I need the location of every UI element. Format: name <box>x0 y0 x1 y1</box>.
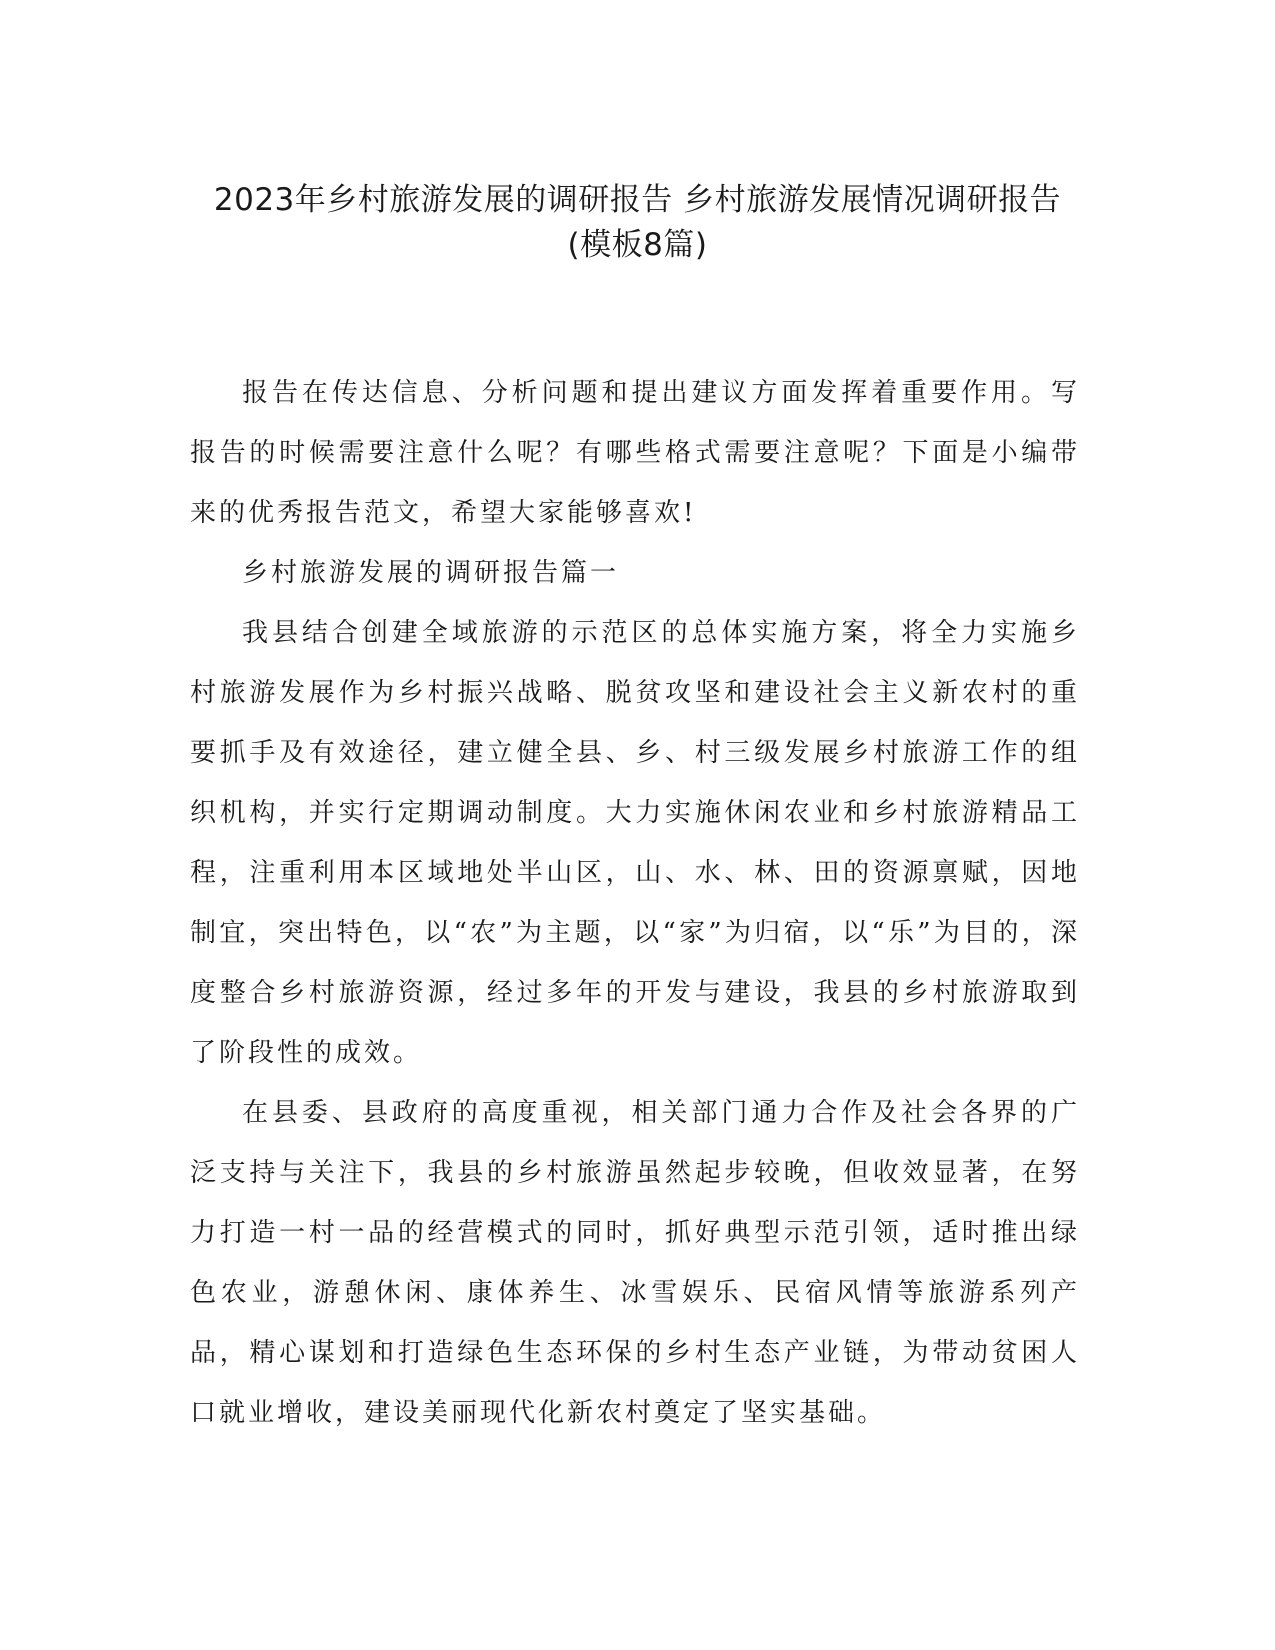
document-body <box>190 363 1080 1443</box>
document-title-line-1: 2023年乡村旅游发展的调研报告 乡村旅游发展情况调研报告 <box>213 182 1062 218</box>
section-heading: 乡村旅游发展的调研报告篇一 <box>242 558 620 588</box>
body-paragraph: 我县结合创建全域旅游的示范区的总体实施方案，将全力实施乡村旅游发展作为乡村振兴战略、脱贫攻坚和建设社会主义新农村的重要抓手及有效途径，建立健全县、乡、村三级发展乡村旅游工作的组织机构，并实行定期调动制度。大力实施休闲农业和乡村旅游精品工程，注重利用本区域地处半山区，山、水、林、田的资源禀赋，因地制宜，突出特色，以“农”为主题，以“家”为归宿，以“乐”为目的，深度整合乡村旅游资源，经过多年的开发与建设，我县的乡村旅游取到了阶段性的成效。 <box>190 618 1080 1068</box>
intro-paragraph: 报告在传达信息、分析问题和提出建议方面发挥着重要作用。写报告的时候需要注意什么呢？有哪些格式需要注意呢？下面是小编带来的优秀报告范文，希望大家能够喜欢! <box>190 378 1080 528</box>
document-title <box>150 178 1125 268</box>
document-title-line-2: (模板8篇) <box>567 227 708 263</box>
body-paragraph: 在县委、县政府的高度重视，相关部门通力合作及社会各界的广泛支持与关注下，我县的乡村旅游虽然起步较晚，但收效显著，在努力打造一村一品的经营模式的同时，抓好典型示范引领，适时推出绿色农业，游憩休闲、康体养生、冰雪娱乐、民宿风情等旅游系列产品，精心谋划和打造绿色生态环保的乡村生态产业链，为带动贫困人口就业增收，建设美丽现代化新农村奠定了坚实基础。 <box>190 1098 1080 1428</box>
